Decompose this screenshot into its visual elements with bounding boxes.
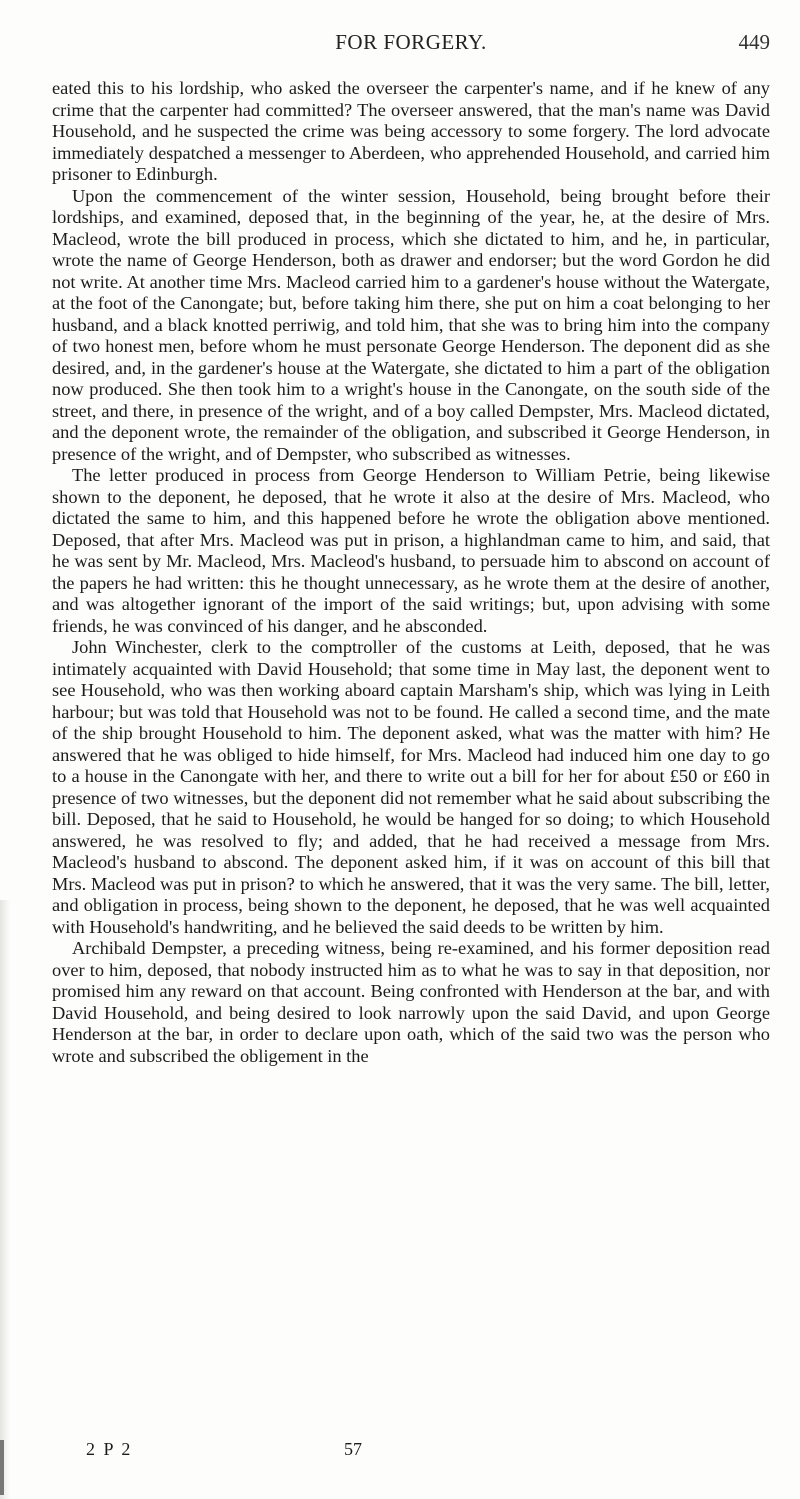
gutter-shadow [0,900,10,1499]
page-number: 449 [738,30,770,54]
running-header [52,30,770,60]
paragraph: eated this to his lordship, who asked the overseer the carpenter's name, and if he knew of any crime that the carpenter had committed? The overseer answered, that the man's name was David Household, and he suspected the crime was being accessory to some forgery. The lord advocate immediately despatched a messenger to Aberdeen, who apprehended Household, and carried him prisoner to Edinburgh. [52,78,770,184]
paragraph: John Winchester, clerk to the comptroller of the customs at Leith, deposed, that he was intimately acquainted with David Household; that some time in May last, the deponent went to see Household, who was then working aboard captain Marsham's ship, which was lying in Leith harbour; but was told that Household was not to be found. He called a second time, and the mate of the ship brought Household to him. The deponent asked, what was the matter with him? He answered that he was obliged to hide himself, for Mrs. Macleod had induced him one day to go to a house in the Canongate with her, and there to write out a bill for her for about £50 or £60 in presence of two witnesses, but the deponent did not remember what he said about subscribing the bill. Deposed, that he said to Household, he would be hanged for so doing; to which Household answered, he was resolved to fly; and added, that he had received a message from Mrs. Macleod's husband to abscond. The deponent asked him, if it was on account of this bill that Mrs. Macleod was put in prison? to which he answered, that it was the very same. The bill, letter, and obligation in process, being shown to the deponent, he deposed, that he was well acquainted with Household's handwriting, and he believed the said deeds to be written by him. [52,637,770,937]
page-title: FOR FORGERY. [335,30,487,54]
signature-mark: 2 P 2 [86,1439,133,1459]
sheet-number: 57 [344,1439,362,1459]
body-text [52,78,770,1067]
paragraph: Upon the commencement of the winter session, Household, being brought before their lordships, and examined, deposed that, in the beginning of the year, he, at the desire of Mrs. Macleod, wrote the bill produced in process, which she dictated to him, and he, in particular, wrote the name of George Henderson, both as drawer and endorser; but the word Gordon he did not write. At another time Mrs. Macleod carried him to a gardener's house without the Watergate, at the foot of the Canongate; but, before taking him there, she put on him a coat belonging to her husband, and a black knotted perriwig, and told him, that she was to bring him into the company of two honest men, before whom he must personate George Henderson. The deponent did as she desired, and, in the gardener's house at the Watergate, she dictated to him a part of the obligation now produced. She then took him to a wright's house in the Canongate, on the south side of the street, and there, in presence of the wright, and of a boy called Dempster, Mrs. Macleod dictated, and the deponent wrote, the remainder of the obligation, and subscribed it George Henderson, in presence of the wright, and of Dempster, who subscribed as witnesses. [52,185,770,464]
paragraph: The letter produced in process from George Henderson to William Petrie, being likewise shown to the deponent, he deposed, that he wrote it also at the desire of Mrs. Macleod, who dictated the same to him, and this happened before he wrote the obligation above mentioned. Deposed, that after Mrs. Macleod was put in prison, a highlandman came to him, and said, that he was sent by Mr. Macleod, Mrs. Macleod's husband, to persuade him to abscond on account of the papers he had written: this he thought unnecessary, as he wrote them at the desire of another, and was altogether ignorant of the import of the said writings; but, upon advising with some friends, he was convinced of his danger, and he absconded. [52,465,770,636]
paragraph: Archibald Dempster, a preceding witness, being re-examined, and his former deposition read over to him, deposed, that nobody instructed him as to what he was to say in that deposition, nor promised him any reward on that account. Being confronted with Henderson at the bar, and with David Household, and being desired to look narrowly upon the said David, and upon George Henderson at the bar, in order to declare upon oath, which of the said two was the person who wrote and subscribed the obligement in the [52,938,770,1066]
page-footer [52,1439,770,1463]
binding-edge-mark [0,1440,4,1495]
